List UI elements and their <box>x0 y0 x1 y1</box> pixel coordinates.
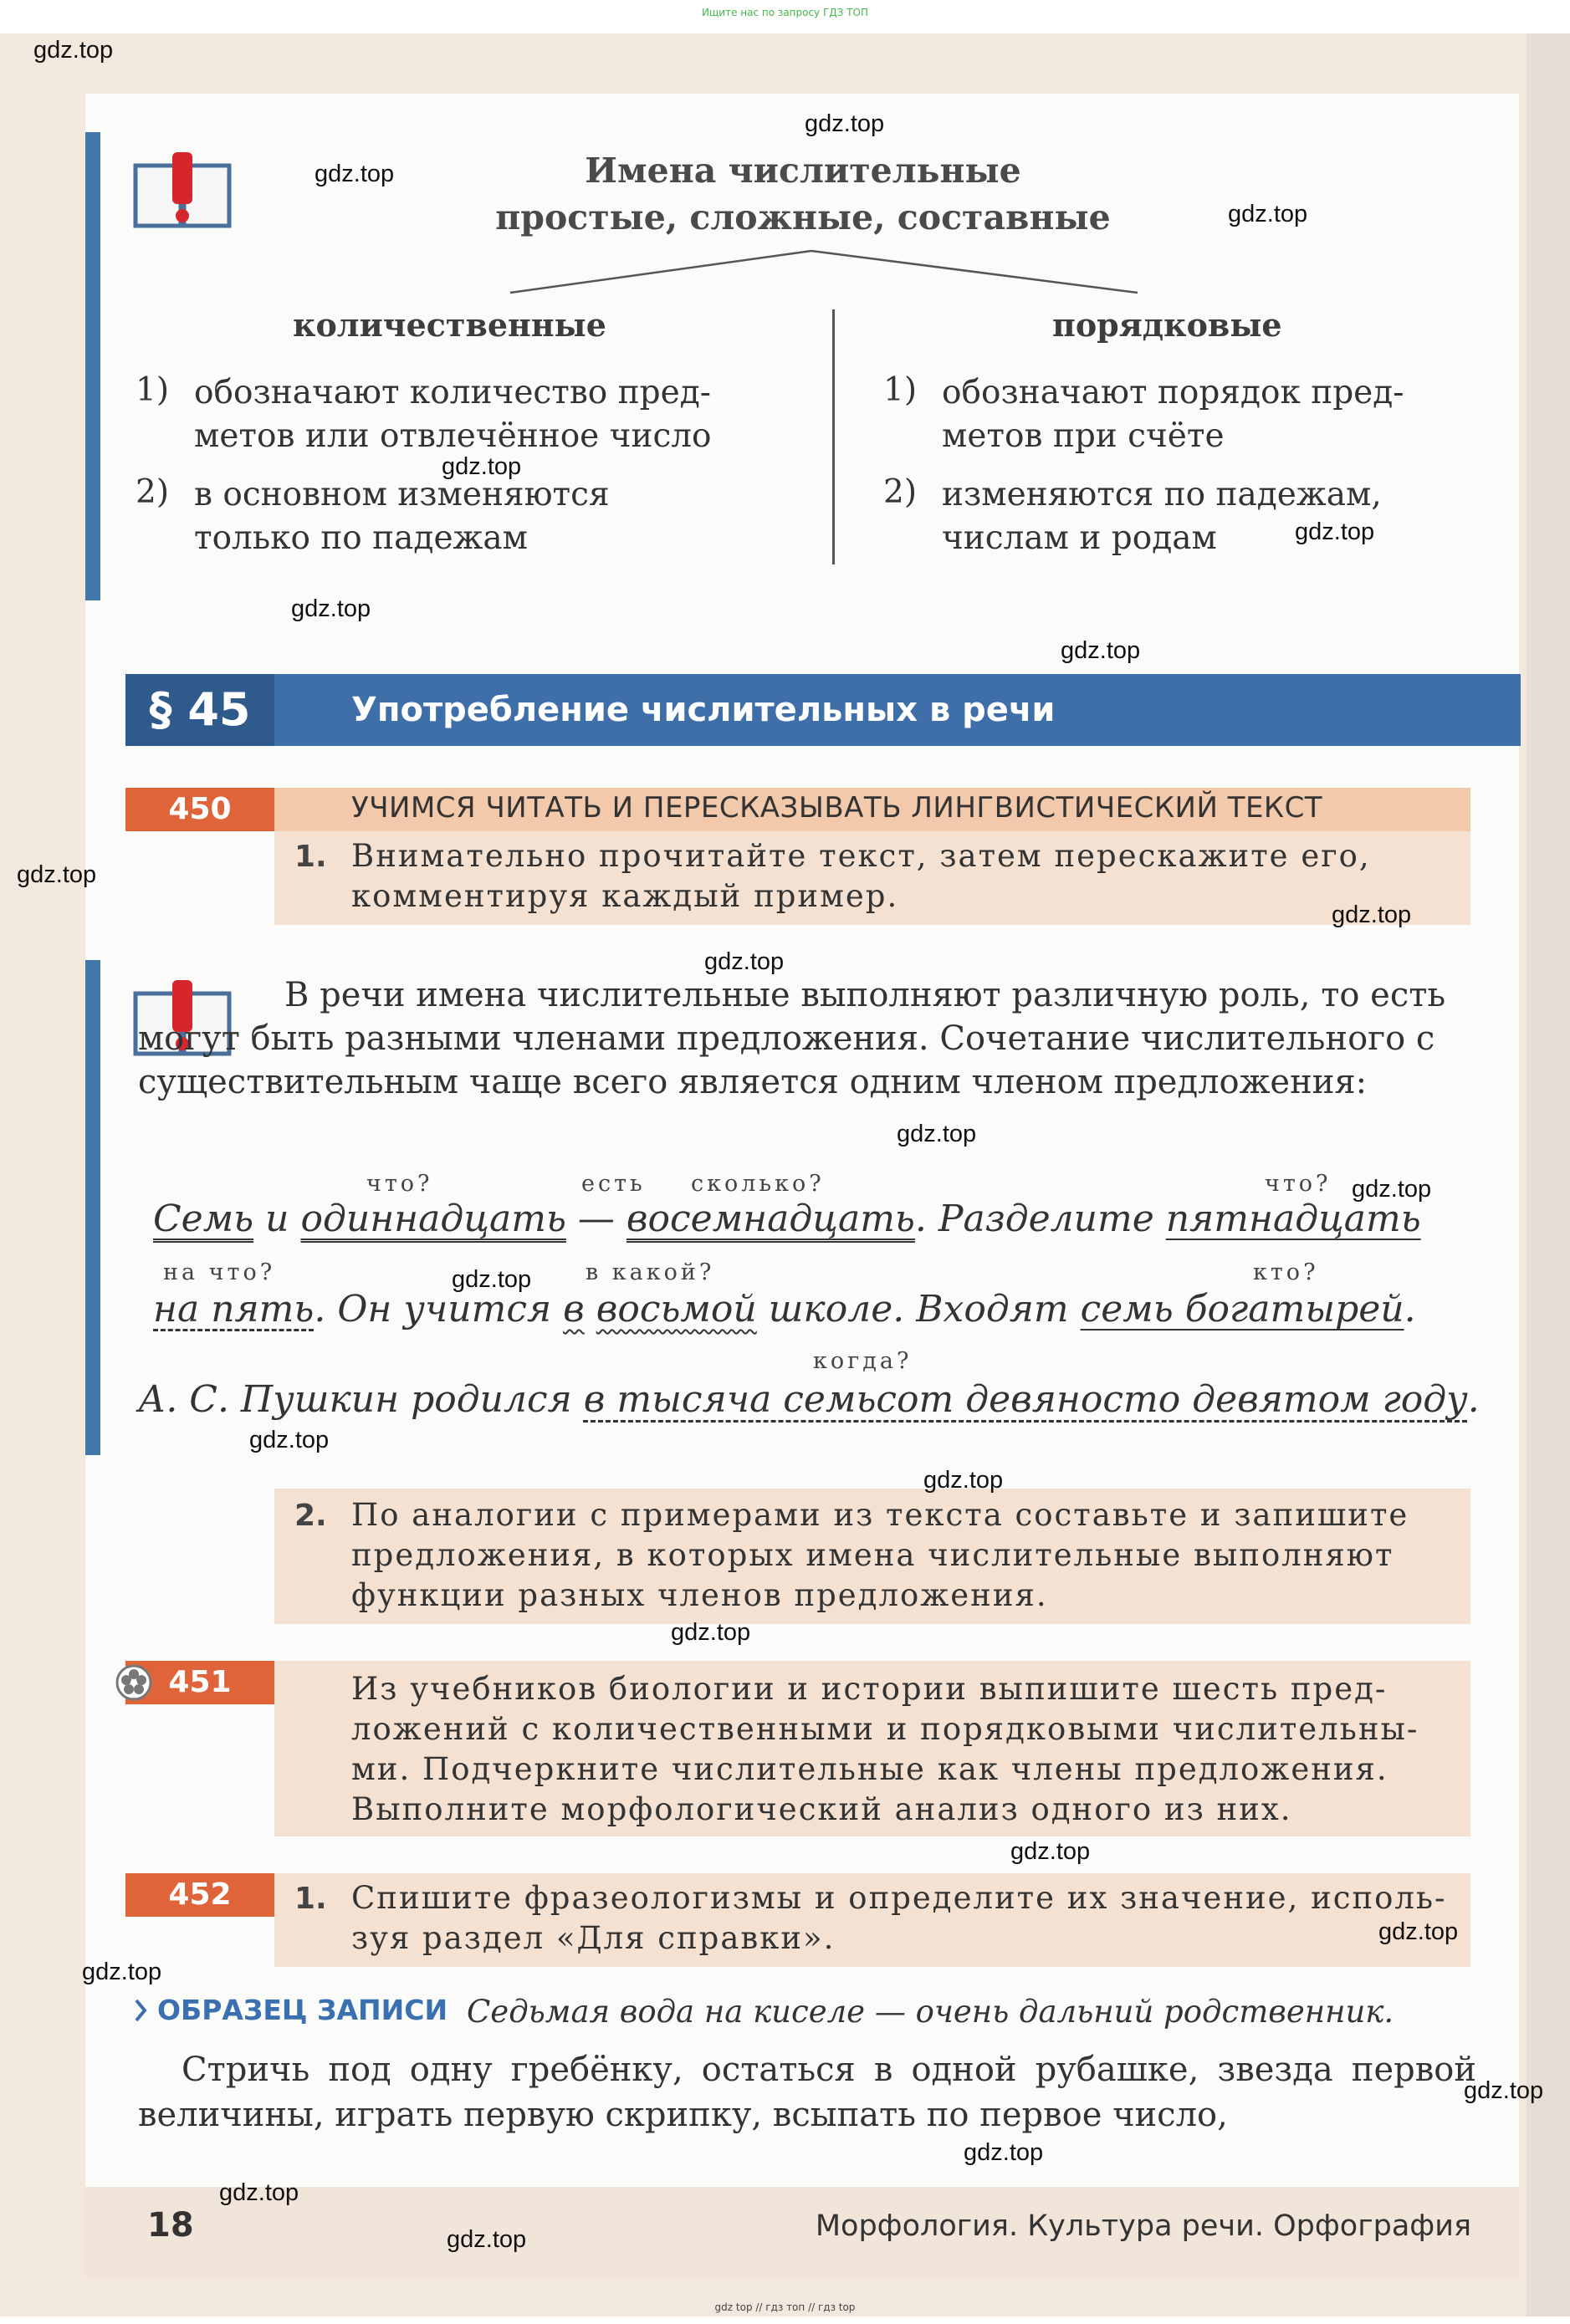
bottom-note: gdz top // гдз топ // гдз top <box>714 2301 856 2313</box>
ex450-task1-number: 1. <box>294 840 327 874</box>
rule-title-line1: Имена числительные <box>585 151 1021 191</box>
left-item2-number: 2) <box>136 473 170 511</box>
question-label: что? <box>1265 1171 1332 1197</box>
example-word: восьмой <box>596 1288 757 1331</box>
question-label: когда? <box>813 1348 913 1374</box>
left-item1-line1: обозначают количество пред- <box>194 374 711 411</box>
rule-title <box>494 147 1112 241</box>
flower-icon <box>115 1664 152 1701</box>
ex450-task2-line2: предложения, в которых имена числительные выполняют <box>351 1537 1394 1573</box>
example-word: в тысяча семьсот девяносто девятом году <box>583 1378 1468 1421</box>
branch-lines <box>468 243 1171 368</box>
watermark: gdz.top <box>671 1619 751 1646</box>
question-label: на что? <box>163 1259 276 1285</box>
arrow-right-icon <box>134 1999 147 2022</box>
example-word: Разделите <box>938 1198 1154 1240</box>
example-word: . Входят <box>892 1288 1069 1331</box>
example-word: в <box>563 1288 585 1331</box>
left-column-heading: количественные <box>293 306 606 344</box>
question-label: кто? <box>1253 1259 1319 1285</box>
question-label: есть <box>581 1171 646 1197</box>
example-word: восемнадцать <box>626 1198 915 1240</box>
left-item2 <box>194 473 610 560</box>
watermark: gdz.top <box>1295 518 1375 545</box>
example-word: пятнадцать <box>1165 1198 1421 1240</box>
ex450-task2-text <box>351 1495 1409 1616</box>
right-item1 <box>942 371 1404 458</box>
ex450-task1-line2: комментируя каждый пример. <box>351 878 899 914</box>
column-separator <box>832 309 835 564</box>
ex452-task1-line1: Спишите фразеологизмы и определите их значение, исполь- <box>351 1880 1447 1916</box>
sample-label: ОБРАЗЕЦ ЗАПИСИ <box>157 1994 448 2026</box>
example-word: . Он учится <box>314 1288 552 1331</box>
ex450-number: 450 <box>125 788 274 831</box>
watermark: gdz.top <box>964 2139 1044 2166</box>
phrases-body: Стричь под одну гребёнку, остаться в одной рубашке, звезда первой величины, играть первую скрипку, всыпать по первое число, <box>138 2051 1476 2134</box>
rule-title-line2: простые, сложные, составные <box>495 197 1111 238</box>
example-word: одиннадцать <box>300 1198 566 1240</box>
ex451-number: 451 <box>125 1661 274 1704</box>
right-item1-number: 1) <box>883 371 918 409</box>
ex450-heading: УЧИМСЯ ЧИТАТЬ И ПЕРЕСКАЗЫВАТЬ ЛИНГВИСТИЧЕСКИЙ ТЕКСТ <box>351 791 1323 825</box>
example-word: . <box>914 1198 927 1240</box>
ex450-task2-number: 2. <box>294 1499 327 1533</box>
watermark: gdz.top <box>82 1959 162 1985</box>
question-label: в какой? <box>586 1259 715 1285</box>
watermark: gdz.top <box>452 1266 532 1293</box>
ex452-task1-text <box>351 1878 1447 1959</box>
rule-text <box>138 973 1476 1104</box>
ex450-task2-line1: По аналогии с примерами из текста составьте и запишите <box>351 1497 1409 1533</box>
right-item2-line2: числам и родам <box>942 519 1217 557</box>
example-word: на пять <box>153 1288 315 1331</box>
ex451-line2: ложений с количественными и порядковыми числительны- <box>351 1711 1419 1747</box>
page-number: 18 <box>147 2206 194 2245</box>
question-label: сколько? <box>691 1171 825 1197</box>
watermark: gdz.top <box>1378 1918 1459 1945</box>
ex450-task1-text <box>351 836 1371 917</box>
section-number: § 45 <box>149 683 251 736</box>
left-item1 <box>194 371 712 458</box>
top-note: Ищите нас по запросу ГДЗ ТОП <box>702 7 868 18</box>
ex451-line3: ми. Подчеркните числительные как члены предложения. <box>351 1751 1388 1787</box>
watermark: gdz.top <box>442 453 522 480</box>
ex451-text <box>351 1669 1419 1830</box>
watermark: gdz.top <box>1061 637 1141 664</box>
watermark: gdz.top <box>1010 1838 1091 1865</box>
watermark: gdz.top <box>249 1427 330 1453</box>
watermark: gdz.top <box>897 1121 977 1147</box>
right-item2-line1: изменяются по падежам, <box>942 476 1382 513</box>
right-item1-line2: метов при счёте <box>942 417 1225 455</box>
watermark: gdz.top <box>1332 902 1412 928</box>
left-item2-line2: только по падежам <box>194 519 528 557</box>
ex450-task2-line3: функции разных членов предложения. <box>351 1577 1048 1613</box>
example-line-1 <box>153 1198 1421 1240</box>
section-title: Употребление числительных в речи <box>351 691 1056 729</box>
example-word: семь богатырей <box>1080 1288 1404 1331</box>
example-word: — <box>577 1198 615 1240</box>
example-line-3 <box>138 1378 1480 1421</box>
watermark: gdz.top <box>315 161 395 187</box>
example-word: школе <box>768 1288 893 1331</box>
watermark: gdz.top <box>1464 2077 1544 2104</box>
watermark: gdz.top <box>1228 201 1308 227</box>
example-word: и <box>265 1198 289 1240</box>
watermark: gdz.top <box>704 948 785 975</box>
rule-box2-bar <box>85 960 100 1455</box>
example-line-2 <box>153 1288 1416 1331</box>
phrases-text <box>138 2047 1476 2138</box>
ex452-task1-number: 1. <box>294 1882 327 1916</box>
page-edge <box>1527 33 1570 2316</box>
sample-text: Седьмая вода на киселе — очень дальний родственник. <box>467 1994 1394 2030</box>
watermark: gdz.top <box>923 1467 1004 1494</box>
rule-text-body: В речи имена числительные выполняют различную роль, то есть могут быть разными членами предложения. Сочетание числительного с существительным чаще всего является одним членом предложения: <box>138 976 1446 1101</box>
example-word: Семь <box>153 1198 254 1240</box>
ex451-line4: Выполните морфологический анализ одного из них. <box>351 1791 1292 1827</box>
left-item2-line1: в основном изменяются <box>194 476 610 513</box>
watermark: gdz.top <box>17 861 97 888</box>
watermark: gdz.top <box>1352 1176 1432 1203</box>
left-item1-number: 1) <box>136 371 170 409</box>
example-word: А. С. Пушкин родился <box>138 1378 572 1421</box>
ex452-number: 452 <box>125 1873 274 1917</box>
watermark: gdz.top <box>219 2179 299 2206</box>
book-exclamation-icon <box>132 149 233 232</box>
rule-box-bar <box>85 132 100 600</box>
question-label: что? <box>366 1171 433 1197</box>
example-word: . <box>1404 1288 1416 1331</box>
watermark: gdz.top <box>291 595 371 622</box>
watermark: gdz.top <box>805 110 885 137</box>
right-column-heading: порядковые <box>1052 306 1282 344</box>
watermark: gdz.top <box>33 37 114 64</box>
ex451-line1: Из учебников биологии и истории выпишите шесть пред- <box>351 1671 1388 1707</box>
left-item1-line2: метов или отвлечённое число <box>194 417 712 455</box>
running-title: Морфология. Культура речи. Орфография <box>815 2209 1471 2243</box>
watermark: gdz.top <box>447 2226 527 2253</box>
ex452-task1-line2: зуя раздел «Для справки». <box>351 1920 836 1956</box>
right-item2 <box>942 473 1382 560</box>
example-word: . <box>1467 1378 1480 1421</box>
right-item1-line1: обозначают порядок пред- <box>942 374 1404 411</box>
ex450-task1-line1: Внимательно прочитайте текст, затем перескажите его, <box>351 838 1371 874</box>
right-item2-number: 2) <box>883 473 918 511</box>
